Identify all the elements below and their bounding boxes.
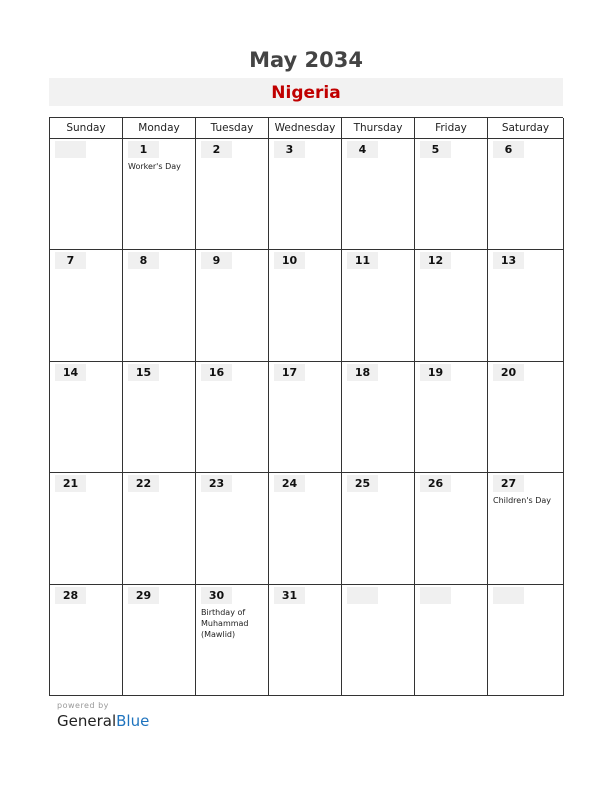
day-cell [488, 362, 564, 473]
day-number: 27 [500, 477, 517, 491]
day-cell [196, 250, 269, 361]
day-cell [415, 362, 488, 473]
day-cell [342, 473, 415, 584]
day-number: 29 [135, 588, 152, 602]
day-number: 14 [62, 365, 79, 379]
day-cell [415, 139, 488, 250]
day-cell [269, 250, 342, 361]
weekday-header: Sunday [50, 118, 123, 139]
holiday-note: Worker's Day [128, 162, 181, 171]
weekday-header: Saturday [488, 118, 564, 139]
day-cell [269, 585, 342, 696]
day-number: 17 [281, 365, 298, 379]
brand-general: General [57, 712, 117, 730]
day-number: 25 [354, 477, 371, 491]
day-cell [196, 585, 269, 696]
day-number: 15 [135, 365, 152, 379]
day-number-box [420, 587, 451, 604]
holiday-note: Birthday of Muhammad (Mawlid) [201, 607, 249, 639]
day-number: 24 [281, 477, 298, 491]
footer [57, 701, 149, 730]
day-number: 26 [427, 477, 444, 491]
day-cell [415, 250, 488, 361]
country-name: Nigeria [271, 83, 341, 103]
day-number: 2 [212, 143, 221, 156]
day-cell [415, 473, 488, 584]
weekday-header: Thursday [342, 118, 415, 139]
day-cell [488, 250, 564, 361]
day-cell [196, 473, 269, 584]
day-cell [342, 250, 415, 361]
weekday-header: Friday [415, 118, 488, 139]
brand-logo[interactable] [57, 712, 149, 730]
day-cell [196, 362, 269, 473]
day-cell [50, 473, 123, 584]
holiday-note: Children's Day [493, 496, 551, 506]
day-number-box [493, 587, 524, 604]
day-number: 30 [208, 588, 225, 602]
day-cell [269, 362, 342, 473]
day-cell [50, 139, 123, 250]
day-cell [50, 362, 123, 473]
day-cell [488, 139, 564, 250]
day-cell [342, 139, 415, 250]
day-cell [196, 139, 269, 250]
day-cell [269, 139, 342, 250]
weekday-header: Wednesday [269, 118, 342, 139]
day-number: 19 [427, 365, 444, 379]
day-number: 4 [358, 143, 367, 156]
day-cell [123, 250, 196, 361]
day-number: 20 [500, 365, 517, 379]
day-number: 10 [281, 254, 298, 268]
day-cell [123, 585, 196, 696]
day-number: 11 [354, 254, 371, 268]
day-cell [123, 139, 196, 250]
day-number: 16 [208, 365, 225, 379]
day-number: 3 [285, 143, 294, 156]
day-number: 6 [504, 143, 513, 156]
day-cell [123, 473, 196, 584]
day-number: 28 [62, 588, 79, 602]
day-number-box [55, 141, 86, 158]
day-number: 22 [135, 477, 152, 491]
day-cell [269, 473, 342, 584]
calendar-grid [49, 117, 563, 696]
day-number: 21 [62, 477, 79, 491]
day-number: 8 [139, 254, 148, 268]
page-title: May 2034 [249, 48, 363, 72]
day-number: 5 [431, 143, 440, 156]
day-number: 9 [212, 254, 221, 268]
day-cell [342, 585, 415, 696]
day-number: 12 [427, 254, 444, 268]
powered-by-label: powered by [57, 701, 109, 710]
day-number: 1 [139, 143, 148, 156]
day-cell [488, 473, 564, 584]
weekday-header: Monday [123, 118, 196, 139]
day-cell [488, 585, 564, 696]
day-number: 13 [500, 254, 517, 268]
day-number: 23 [208, 477, 225, 491]
day-number: 31 [281, 588, 298, 602]
day-cell [123, 362, 196, 473]
day-number-box [347, 587, 378, 604]
day-cell [50, 250, 123, 361]
brand-blue: Blue [116, 712, 150, 730]
day-cell [50, 585, 123, 696]
day-number: 7 [66, 254, 75, 268]
day-number: 18 [354, 365, 371, 379]
day-cell [415, 585, 488, 696]
weekday-header: Tuesday [196, 118, 269, 139]
day-cell [342, 362, 415, 473]
